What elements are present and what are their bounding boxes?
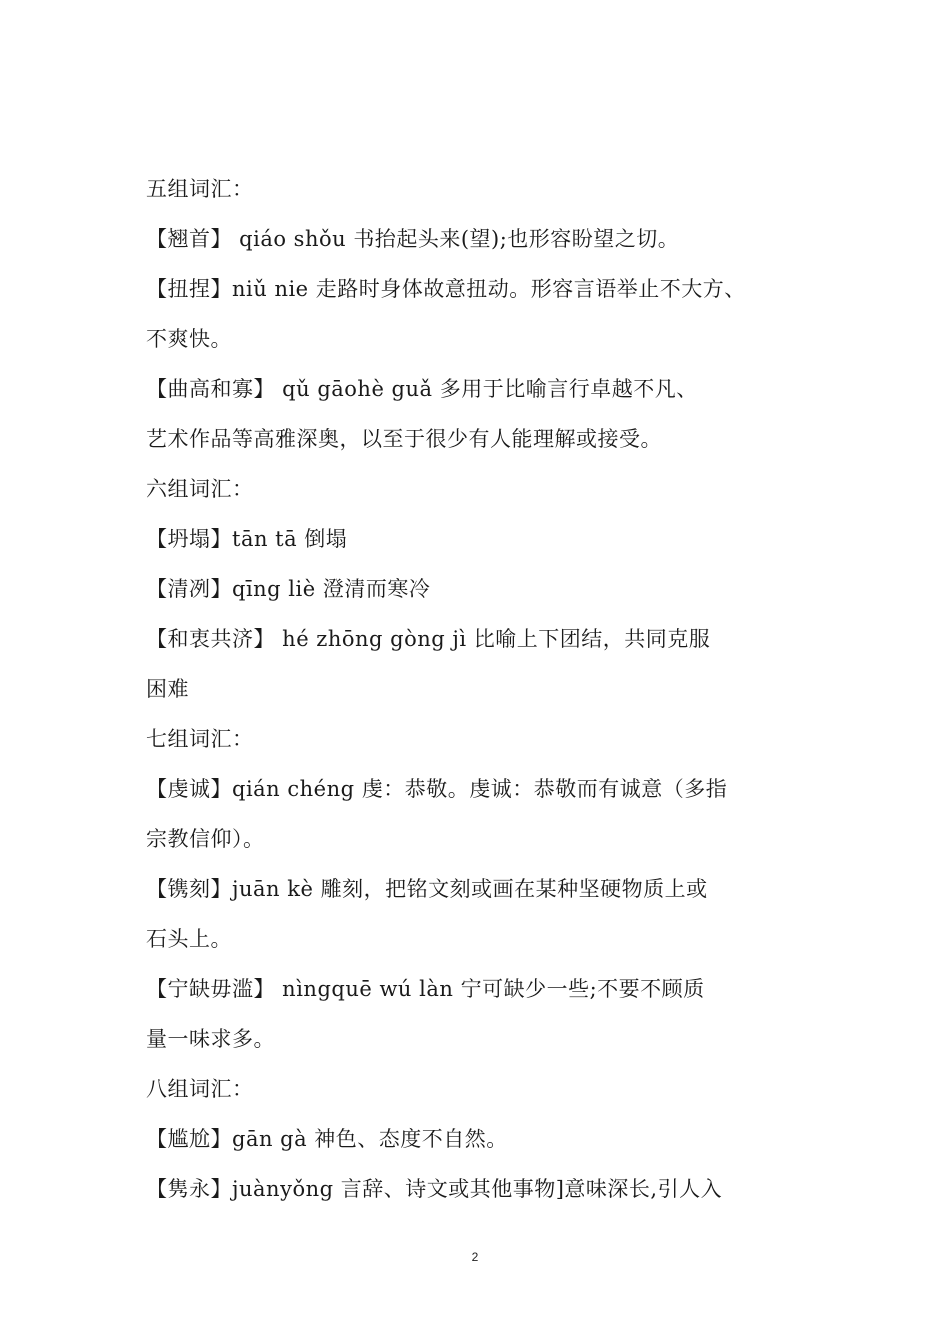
vocab-entry-ningqueuwulan-cont: 量一味求多。 [146, 1027, 275, 1051]
vocab-entry-qiancheng: 【虔诚】qián chéng 虔：恭敬。虔诚：恭敬而有诚意（多指 [146, 777, 728, 801]
vocab-entry-hezhonggongji: 【和衷共济】 hé zhōng gòng jì 比喻上下团结，共同克服 [146, 627, 711, 651]
vocab-entry-niunie-cont: 不爽快。 [146, 327, 232, 351]
vocab-entry-ningqueuwulan: 【宁缺毋滥】 nìngquē wú làn 宁可缺少一些;不要不顾质 [146, 977, 705, 1001]
vocab-entry-ganga: 【尴尬】gān gà 神色、态度不自然。 [146, 1127, 508, 1151]
vocab-entry-juanke-cont: 石头上。 [146, 927, 232, 951]
vocab-entry-qinglie: 【清冽】qīng liè 澄清而寒冷 [146, 577, 431, 601]
vocab-entry-juanke: 【镌刻】juān kè 雕刻，把铭文刻或画在某种坚硬物质上或 [146, 877, 708, 901]
vocab-entry-niunie: 【扭捏】niǔ nie 走路时身体故意扭动。形容言语举止不大方、 [146, 277, 746, 301]
vocab-entry-tanta: 【坍塌】tān tā 倒塌 [146, 527, 348, 551]
page-number: 2 [471, 1250, 479, 1264]
vocab-entry-hezhonggongji-cont: 困难 [146, 677, 189, 701]
vocab-entry-qugaohegua-cont: 艺术作品等高雅深奥，以至于很少有人能理解或接受。 [146, 427, 662, 451]
section-heading-group-8: 八组词汇： [146, 1077, 254, 1101]
vocab-entry-qugaohegua: 【曲高和寡】 qǔ gāohè guǎ 多用于比喻言行卓越不凡、 [146, 377, 698, 401]
section-heading-group-5: 五组词汇： [146, 177, 254, 201]
vocab-entry-qiaoshou: 【翘首】 qiáo shǒu 书抬起头来(望);也形容盼望之切。 [146, 227, 680, 251]
vocab-entry-juanyong: 【隽永】juànyǒng 言辞、诗文或其他事物]意味深长,引人入 [146, 1177, 723, 1201]
vocabulary-content [146, 164, 816, 1214]
section-heading-group-6: 六组词汇： [146, 477, 254, 501]
section-heading-group-7: 七组词汇： [146, 727, 254, 751]
vocab-entry-qiancheng-cont: 宗教信仰）。 [146, 827, 265, 851]
